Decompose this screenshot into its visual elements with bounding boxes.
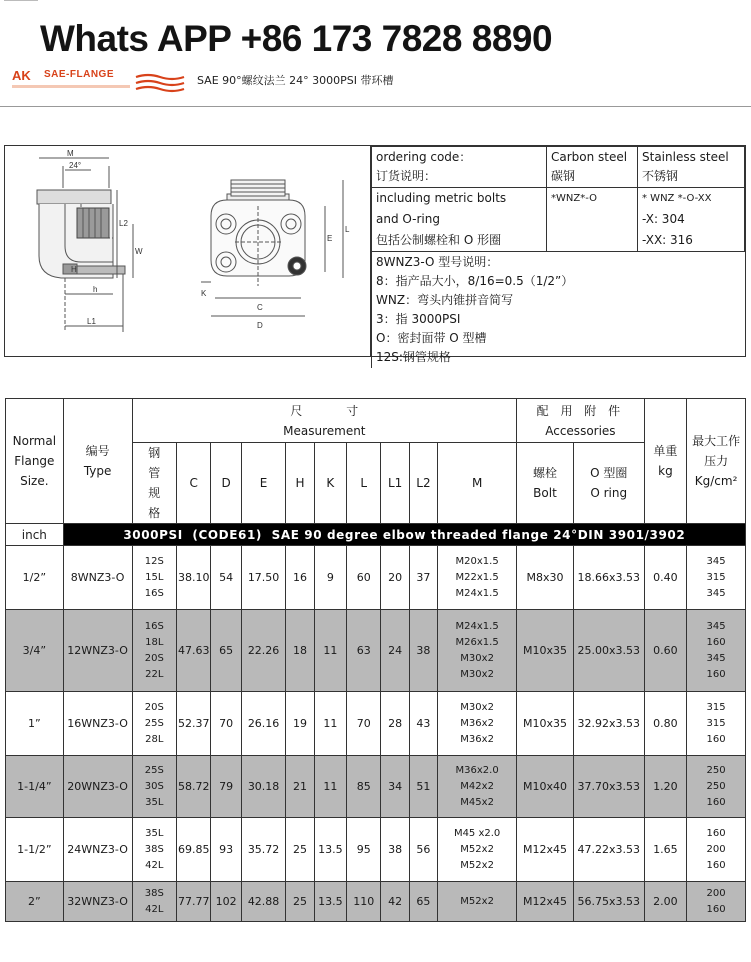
cell-l1: 20 [381,546,409,610]
header-col-l: L [347,443,381,524]
header-steel-tube [132,443,177,524]
header-divider [0,106,751,107]
table-row [6,546,746,610]
cell-steel-tube-value: 38S [144,887,164,899]
cell-c: 47.63 [177,610,211,692]
banner-unit: inch [6,524,64,546]
cell-steel-tube [132,546,177,610]
cell-steel-tube-value: 35L [145,796,164,808]
cell-l1: 42 [381,882,409,922]
cell-bolt: M12x45 [517,818,574,882]
header-weight-cn: 单重 [653,444,678,458]
cell-l1: 34 [381,756,409,818]
cell-m-value: M36x2.0 [455,764,499,776]
cell-type: 24WNZ3-O [63,818,132,882]
cell-d: 70 [211,692,241,756]
cell-bolt: M10x35 [517,610,574,692]
stainless-code-cell [638,188,745,252]
drawing-label-m: M [67,149,74,158]
cell-m [438,882,517,922]
cell-e: 22.26 [241,610,286,692]
cell-h: 16 [286,546,314,610]
cell-pressure-value: 345 [706,587,726,599]
header-normal-size: Normal Flange Size. [6,399,64,524]
cell-bolt: M10x40 [517,756,574,818]
cell-type: 12WNZ3-O [63,610,132,692]
cell-pressure [687,882,746,922]
cell-bolt: M12x45 [517,882,574,922]
cell-pressure [687,692,746,756]
cell-oring: 37.70x3.53 [573,756,644,818]
cell-pressure-value: 345 [706,555,726,567]
cell-l: 60 [347,546,381,610]
cell-k: 11 [314,756,346,818]
header-pressure-unit: Kg/cm² [694,474,738,488]
cell-pressure [687,546,746,610]
cell-h: 25 [286,818,314,882]
cell-oring: 47.22x3.53 [573,818,644,882]
ordering-desc-line3: 包括公制螺栓和 O 形圈 [376,233,502,247]
cell-steel-tube [132,818,177,882]
cell-pressure [687,756,746,818]
brand-logo [12,68,172,98]
model-note-6: 12S:钢管规格 [376,350,451,364]
cell-pressure-value: 160 [706,733,726,745]
cell-pressure-value: 250 [706,780,726,792]
cell-oring: 25.00x3.53 [573,610,644,692]
top-edge-mark [4,0,38,4]
cell-m-value: M52x2 [460,859,494,871]
table-row [6,692,746,756]
cell-bolt: M8x30 [517,546,574,610]
model-note-3: WNZ：弯头内锥拼音简写 [376,293,514,307]
cell-l2: 51 [409,756,437,818]
header-col-l2: L2 [409,443,437,524]
cell-l: 70 [347,692,381,756]
header-col-h: H [286,443,314,524]
model-notes-cell [372,252,745,369]
cell-l1: 38 [381,818,409,882]
flange-drawing-svg [5,146,371,356]
drawing-label-h-small: h [93,285,98,294]
ordering-detail-row [372,188,745,252]
header-col-e: E [241,443,286,524]
cell-m-value: M24x1.5 [455,620,499,632]
cell-oring: 18.66x3.53 [573,546,644,610]
header-measurement-cn: 尺 寸 [290,403,359,418]
cell-m [438,610,517,692]
header-bolt-en: Bolt [533,486,557,500]
cell-steel-tube [132,610,177,692]
carbon-code-cell [547,188,638,252]
ordering-desc-line2: and O-ring [376,212,440,226]
cell-l1: 24 [381,610,409,692]
cell-d: 79 [211,756,241,818]
cell-steel-tube-value: 20S [144,652,164,664]
cell-size: 1-1/4” [6,756,64,818]
cell-pressure-value: 160 [706,796,726,808]
header-oring-cn: O 型圈 [590,466,628,480]
stainless-x-code: -X: 304 [642,212,685,226]
cell-steel-tube-value: 38S [144,843,164,855]
cell-bolt: M10x35 [517,692,574,756]
cell-l: 95 [347,818,381,882]
cell-size: 2” [6,882,64,922]
drawing-label-d: D [257,321,263,330]
ordering-notes-row [372,252,745,369]
cell-pressure-value: 160 [706,859,726,871]
cell-type: 32WNZ3-O [63,882,132,922]
cell-c: 58.72 [177,756,211,818]
ordering-code-label-en: ordering code： [376,150,472,164]
cell-type: 16WNZ3-O [63,692,132,756]
stainless-code: * WNZ *-O-XX [642,193,712,204]
cell-l2: 56 [409,818,437,882]
drawing-label-l1: L1 [87,317,96,326]
cell-steel-tube [132,882,177,922]
ordering-header-row [372,147,745,188]
cell-l2: 37 [409,546,437,610]
drawing-label-w: W [135,247,143,256]
model-note-4: 3：指 3000PSI [376,312,461,326]
cell-weight: 1.20 [644,756,687,818]
cell-l2: 43 [409,692,437,756]
cell-steel-tube [132,692,177,756]
cell-type: 8WNZ3-O [63,546,132,610]
stainless-steel-cn: 不锈钢 [642,169,679,183]
cell-c: 77.77 [177,882,211,922]
header-accessories-cn: 配 用 附 件 [536,403,625,418]
cell-size: 3/4” [6,610,64,692]
cell-weight: 0.80 [644,692,687,756]
cell-pressure-value: 160 [706,668,726,680]
page-subtitle: SAE 90°螺纹法兰 24° 3000PSI 带环槽 [197,74,394,87]
header-type-en: Type [83,464,112,478]
drawing-label-e: E [327,234,333,243]
cell-k: 13.5 [314,882,346,922]
cell-e: 42.88 [241,882,286,922]
cell-m-value: M22x1.5 [455,571,499,583]
cell-steel-tube-value: 20S [144,701,164,713]
brand-wave-icon [134,71,186,95]
cell-steel-tube-value: 42L [145,903,164,915]
technical-drawing [5,146,371,356]
header-col-m: M [438,443,517,524]
cell-pressure-value: 250 [706,764,726,776]
cell-m [438,692,517,756]
table-row [6,610,746,692]
cell-m-value: M26x1.5 [455,636,499,648]
cell-l: 85 [347,756,381,818]
cell-steel-tube-value: 35L [145,827,164,839]
cell-k: 11 [314,610,346,692]
cell-d: 54 [211,546,241,610]
cell-pressure-value: 345 [706,620,726,632]
cell-l2: 65 [409,882,437,922]
drawing-label-l: L [345,225,350,234]
cell-c: 69.85 [177,818,211,882]
cell-oring: 32.92x3.53 [573,692,644,756]
header-pressure-cell [687,399,746,524]
cell-l1: 28 [381,692,409,756]
cell-steel-tube-value: 25S [144,717,164,729]
cell-pressure-value: 200 [706,843,726,855]
table-row [6,756,746,818]
carbon-steel-en: Carbon steel [551,150,628,164]
drawing-label-k: K [201,289,207,298]
cell-e: 35.72 [241,818,286,882]
cell-m-value: M20x1.5 [455,555,499,567]
header-weight-cell [644,399,687,524]
cell-m-value: M36x2 [460,717,494,729]
cell-steel-tube-value: 16S [144,587,164,599]
ordering-code-label-cn: 订货说明： [376,169,437,183]
cell-pressure [687,610,746,692]
cell-m-value: M52x2 [460,895,494,907]
cell-pressure-value: 315 [706,571,726,583]
cell-m-value: M45x2 [460,796,494,808]
table-row [6,818,746,882]
header-measurement-cell [132,399,517,443]
carbon-steel-cn: 碳钢 [551,169,576,183]
cell-m-value: M52x2 [460,843,494,855]
cell-c: 52.37 [177,692,211,756]
ordering-code-table [371,146,745,368]
cell-pressure-value: 160 [706,903,726,915]
whatsapp-contact-banner: Whats APP +86 173 7828 8890 [40,18,553,59]
cell-steel-tube-value: 18L [145,636,164,648]
header-accessories-en: Accessories [545,423,616,438]
cell-pressure-value: 200 [706,887,726,899]
specification-table [5,398,746,922]
cell-d: 93 [211,818,241,882]
header-oring-en: O ring [590,486,628,500]
header-oring-cell [573,443,644,524]
cell-m-value: M30x2 [460,701,494,713]
stainless-xx-code: -XX: 316 [642,233,693,247]
cell-size: 1” [6,692,64,756]
cell-c: 38.10 [177,546,211,610]
cell-pressure-value: 315 [706,717,726,729]
header-type-cn: 编号 [85,444,110,458]
series-banner-row [6,524,746,546]
drawing-label-h: H [71,265,77,274]
model-note-2: 8：指产品大小，8/16=0.5（1/2”） [376,274,574,288]
table-row [6,882,746,922]
cell-steel-tube-value: 12S [144,555,164,567]
cell-steel-tube [132,756,177,818]
cell-pressure-value: 315 [706,701,726,713]
cell-steel-tube-value: 15L [145,571,164,583]
product-info-panel [4,145,746,364]
cell-m-value: M45 x2.0 [453,827,501,839]
cell-steel-tube-value: 22L [145,668,164,680]
cell-h: 21 [286,756,314,818]
brand-ak-text: AK [12,68,31,83]
cell-pressure-value: 160 [706,827,726,839]
cell-oring: 56.75x3.53 [573,882,644,922]
cell-e: 30.18 [241,756,286,818]
model-note-5: O：密封面带 O 型槽 [376,331,487,345]
cell-m-value: M42x2 [460,780,494,792]
cell-pressure [687,818,746,882]
cell-steel-tube-value: 16S [144,620,164,632]
header-pressure-cn: 最大工作压力 [692,434,741,468]
stainless-steel-en: Stainless steel [642,150,729,164]
carbon-steel-cell [547,147,638,188]
header-type-cell [63,399,132,524]
cell-steel-tube-value: 28L [145,733,164,745]
header-col-c: C [177,443,211,524]
cell-steel-tube-value: 42L [145,859,164,871]
drawing-label-l2: L2 [119,219,128,228]
cell-h: 25 [286,882,314,922]
cell-e: 17.50 [241,546,286,610]
cell-m-value: M30x2 [460,652,494,664]
cell-pressure-value: 160 [706,636,726,648]
drawing-label-c: C [257,303,263,312]
cell-h: 18 [286,610,314,692]
ordering-code-label-cell [372,147,547,188]
cell-e: 26.16 [241,692,286,756]
cell-steel-tube-value: 30S [144,780,164,792]
brand-underline [12,85,130,88]
cell-size: 1-1/2” [6,818,64,882]
header-weight-unit: kg [658,464,673,478]
cell-m [438,818,517,882]
cell-k: 9 [314,546,346,610]
cell-m [438,546,517,610]
cell-steel-tube-value: 25S [144,764,164,776]
header-steel-tube-text: 钢管规格 [148,446,161,520]
cell-m-value: M30x2 [460,668,494,680]
cell-type: 20WNZ3-O [63,756,132,818]
cell-k: 13.5 [314,818,346,882]
stainless-steel-cell [638,147,745,188]
cell-weight: 1.65 [644,818,687,882]
cell-l2: 38 [409,610,437,692]
cell-l: 63 [347,610,381,692]
header-col-d: D [211,443,241,524]
cell-size: 1/2” [6,546,64,610]
cell-m [438,756,517,818]
cell-weight: 0.60 [644,610,687,692]
cell-d: 102 [211,882,241,922]
cell-m-value: M24x1.5 [455,587,499,599]
ordering-desc-line1: including metric bolts [376,191,507,205]
cell-pressure-value: 345 [706,652,726,664]
cell-m-value: M36x2 [460,733,494,745]
drawing-label-angle: 24° [69,161,82,170]
cell-d: 65 [211,610,241,692]
cell-h: 19 [286,692,314,756]
ordering-description-cell [372,188,547,252]
header-col-l1: L1 [381,443,409,524]
header-accessories-cell [517,399,645,443]
header-col-k: K [314,443,346,524]
header-bolt-cn: 螺栓 [532,466,557,480]
model-note-1: 8WNZ3-O 型号说明： [376,255,499,269]
cell-k: 11 [314,692,346,756]
header-measurement-en: Measurement [283,423,366,438]
carbon-code: *WNZ*-O [551,193,597,204]
series-banner: 3000PSI (CODE61) SAE 90 degree elbow threaded flange 24°DIN 3901/3902 [63,524,745,546]
header-row-1 [6,399,746,443]
cell-weight: 2.00 [644,882,687,922]
brand-name-text: SAE-FLANGE [44,69,114,80]
header-bolt-cell [517,443,574,524]
cell-l: 110 [347,882,381,922]
cell-weight: 0.40 [644,546,687,610]
